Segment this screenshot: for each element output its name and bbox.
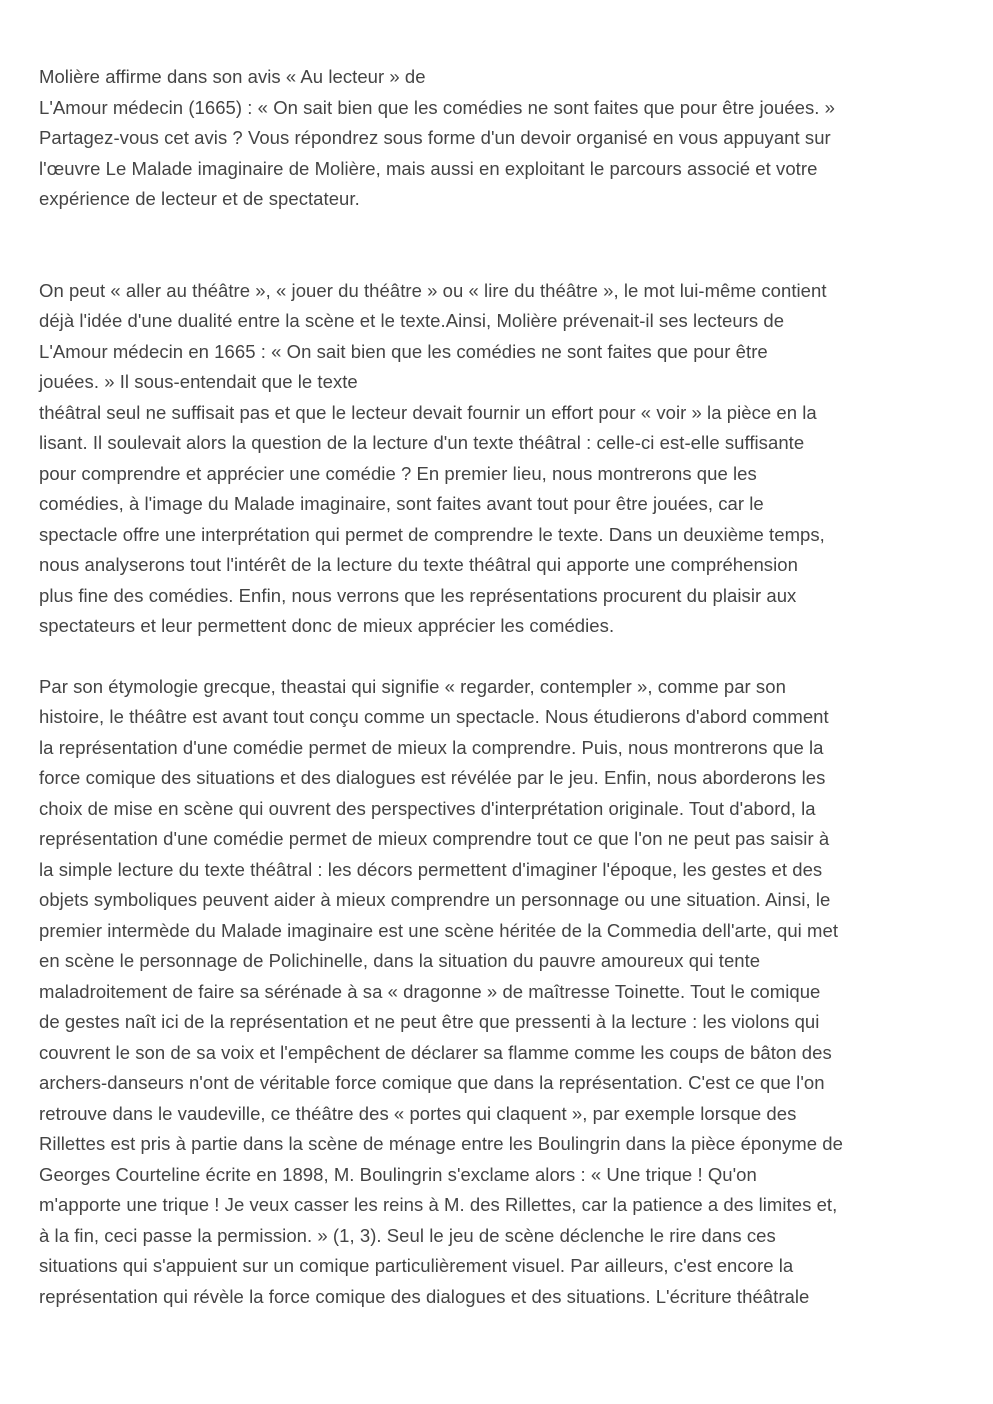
development-line: objets symboliques peuvent aider à mieux comprendre un personnage ou une situation. Ainsi, le (39, 889, 831, 910)
development-line: la simple lecture du texte théâtral : les décors permettent d'imaginer l'époque, les gestes et des (39, 858, 823, 880)
development-line: maladroitement de faire sa sérénade à sa « dragonne » de maîtresse Toinette. Tout le comique (39, 980, 821, 1002)
development-line: force comique des situations et des dialogues est révélée par le jeu. Enfin, nous aborderons les (39, 767, 826, 788)
development-line: situations qui s'appuient sur un comique particulièrement visuel. Par ailleurs, c'est encore la (39, 1255, 794, 1276)
development-line: choix de mise en scène qui ouvrent des perspectives d'interprétation originale. Tout d'abord, la (39, 797, 816, 819)
introduction-line: théâtral seul ne suffisait pas et que le lecteur devait fournir un effort pour « voir » la pièce en la (39, 401, 817, 423)
development-line: la représentation d'une comédie permet de mieux la comprendre. Puis, nous montrerons que la (39, 736, 824, 758)
introduction-line: comédies, à l'image du Malade imaginaire, sont faites avant tout pour être jouées, car le (39, 493, 764, 514)
introduction-line: L'Amour médecin en 1665 : « On sait bien que les comédies ne sont faites que pour être (39, 340, 768, 362)
development-line: de gestes naît ici de la représentation et ne peut être que pressenti à la lecture : les violons qui (39, 1011, 820, 1032)
introduction-line: nous analyserons tout l'intérêt de la lecture du texte théâtral qui apporte une compréhension (39, 554, 798, 575)
prompt-line: l'œuvre Le Malade imaginaire de Molière, mais aussi en exploitant le parcours associé et votre (39, 157, 818, 179)
development-line: représentation d'une comédie permet de mieux comprendre tout ce que l'on ne peut pas saisir à (39, 828, 830, 849)
paragraph-spacer (39, 642, 955, 672)
development-line: m'apporte une trique ! Je veux casser les reins à M. des Rillettes, car la patience a des limites et, (39, 1194, 838, 1215)
development-paragraph (39, 672, 955, 1313)
prompt-line: expérience de lecteur et de spectateur. (39, 188, 360, 209)
development-line: Rillettes est pris à partie dans la scène de ménage entre les Boulingrin dans la pièce éponyme de (39, 1133, 843, 1154)
introduction-line: déjà l'idée d'une dualité entre la scène et le texte.Ainsi, Molière prévenait-il ses lecteurs de (39, 310, 785, 331)
development-line: histoire, le théâtre est avant tout conçu comme un spectacle. Nous étudierons d'abord comment (39, 706, 829, 727)
introduction-line: jouées. » Il sous-entendait que le texte (39, 371, 358, 392)
development-line: Par son étymologie grecque, theastai qui signifie « regarder, contempler », comme par son (39, 675, 786, 697)
development-line: premier intermède du Malade imaginaire est une scène héritée de la Commedia dell'arte, qui met (39, 919, 839, 941)
introduction-line: On peut « aller au théâtre », « jouer du théâtre » ou « lire du théâtre », le mot lui-même contient (39, 279, 827, 301)
prompt-line: Molière affirme dans son avis « Au lecteur » de (39, 66, 426, 87)
essay-prompt (39, 62, 955, 215)
introduction-line: plus fine des comédies. Enfin, nous verrons que les représentations procurent du plaisir aux (39, 584, 797, 606)
paragraph-spacer (39, 215, 955, 276)
development-line: retrouve dans le vaudeville, ce théâtre des « portes qui claquent », par exemple lorsque des (39, 1102, 797, 1124)
development-line: à la fin, ceci passe la permission. » (1, 3). Seul le jeu de scène déclenche le rire dans ces (39, 1224, 776, 1246)
introduction-line: lisant. Il soulevait alors la question de la lecture d'un texte théâtral : celle-ci est-elle suffisante (39, 432, 805, 453)
development-line: Georges Courteline écrite en 1898, M. Boulingrin s'exclame alors : « Une trique ! Qu'on (39, 1163, 757, 1185)
introduction-line: pour comprendre et apprécier une comédie ? En premier lieu, nous montrerons que les (39, 462, 757, 484)
development-line: couvrent le son de sa voix et l'empêchent de déclarer sa flamme comme les coups de bâton des (39, 1041, 832, 1063)
introduction-paragraph (39, 276, 955, 642)
introduction-line: spectacle offre une interprétation qui permet de comprendre le texte. Dans un deuxième temps, (39, 523, 825, 545)
prompt-line: L'Amour médecin (1665) : « On sait bien que les comédies ne sont faites que pour être jouées. » (39, 96, 836, 118)
development-line: représentation qui révèle la force comique des dialogues et des situations. L'écriture théâtrale (39, 1285, 810, 1307)
introduction-line: spectateurs et leur permettent donc de mieux apprécier les comédies. (39, 615, 615, 636)
prompt-line: Partagez-vous cet avis ? Vous répondrez sous forme d'un devoir organisé en vous appuyant sur (39, 127, 831, 148)
development-line: en scène le personnage de Polichinelle, dans la situation du pauvre amoureux qui tente (39, 950, 761, 971)
development-line: archers-danseurs n'ont de véritable force comique que dans la représentation. C'est ce que l'on (39, 1072, 825, 1093)
